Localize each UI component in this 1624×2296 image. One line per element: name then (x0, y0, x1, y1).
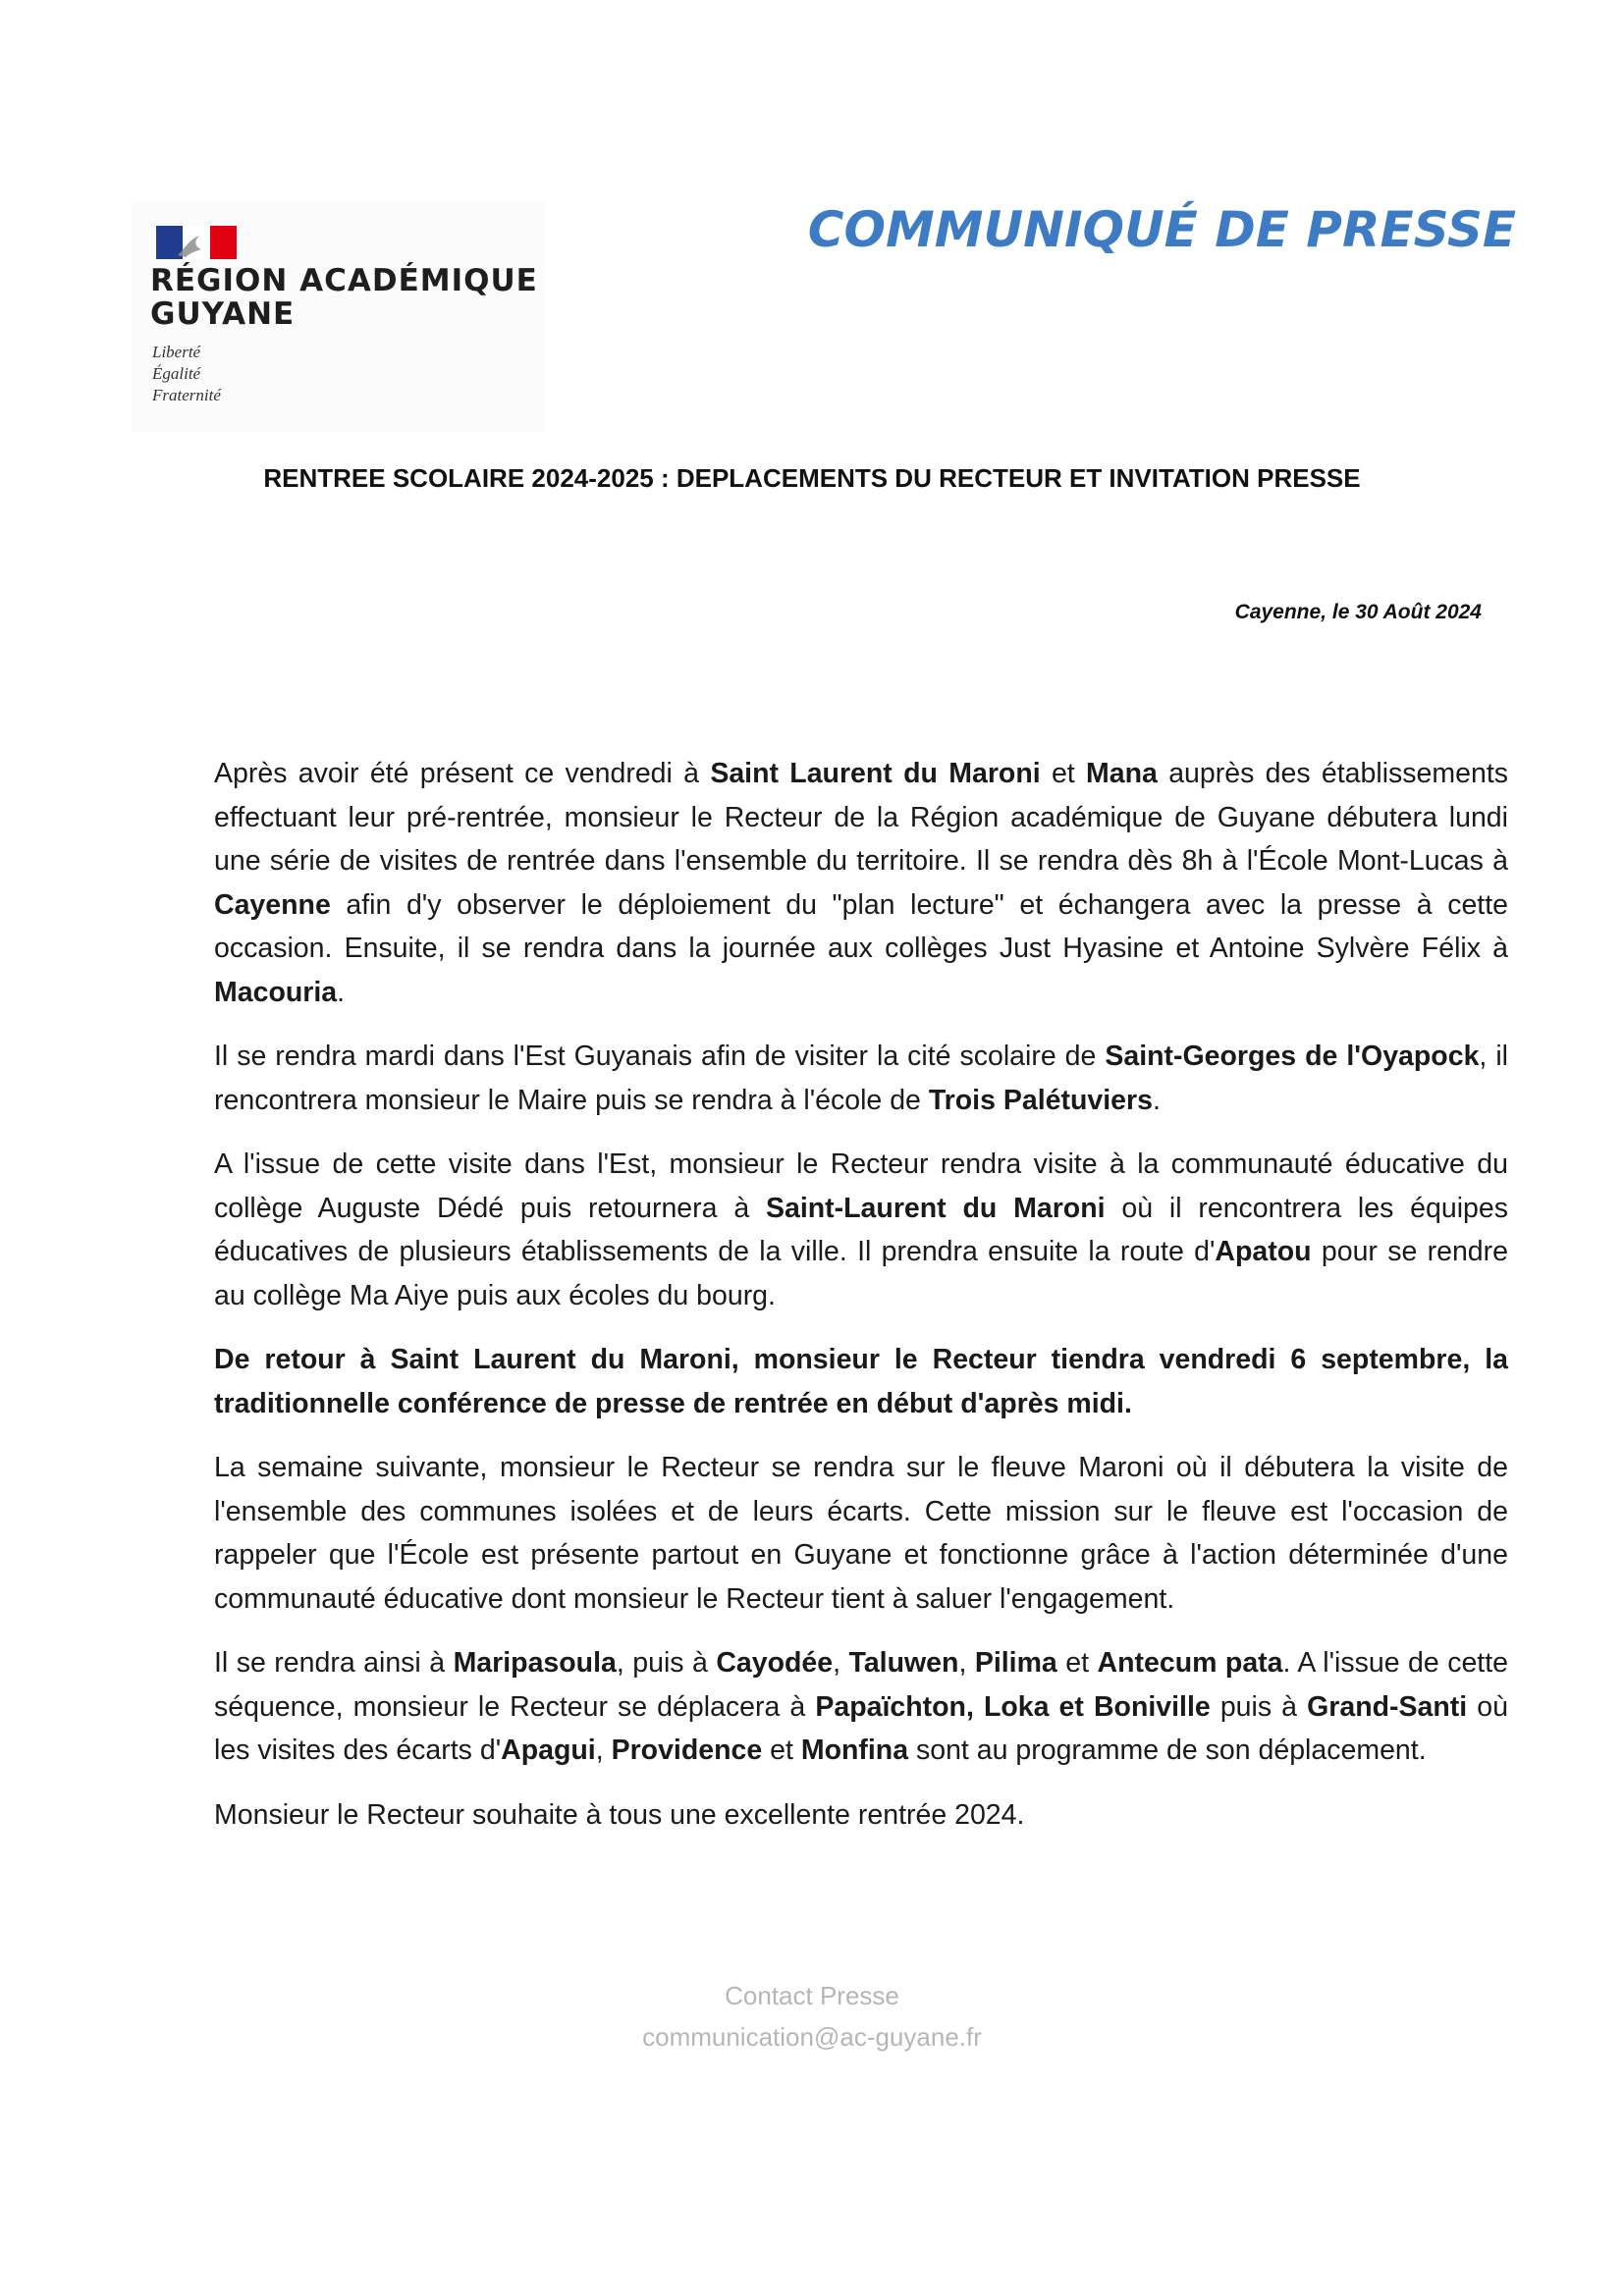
text-run: . A l'issue de cette séquence, monsieur le Recteur se déplacera à (214, 1647, 1508, 1723)
paragraph-3 (214, 1143, 1508, 1317)
paragraph-2 (214, 1035, 1508, 1122)
body-text (214, 752, 1508, 1857)
bold-run: Papaïchton, Loka et Boniville (815, 1690, 1211, 1723)
text-run: et (1040, 758, 1087, 789)
bold-run: Saint Laurent du Maroni (710, 758, 1041, 789)
bold-run: Grand-Santi (1307, 1690, 1468, 1723)
text-run: , (833, 1647, 849, 1679)
text-run: , (595, 1735, 612, 1766)
text-run: afin d'y observer le déploiement du "plan lecture" et échangera avec la presse à cette occasion. Ensuite, il se rendra dans la journée aux collèges Just Hyasine et Antoine Sylvère Félix à (214, 888, 1508, 964)
motto-fraternite: Fraternité (152, 386, 221, 404)
bold-run: Trois Palétuviers (928, 1084, 1153, 1116)
dateline: Cayenne, le 30 Août 2024 (1234, 601, 1482, 623)
bold-run: Monfina (800, 1735, 909, 1766)
region-academique-logo (133, 201, 545, 432)
press-contact (0, 1975, 1624, 2057)
text-run: , (958, 1647, 975, 1679)
text-run: et (1056, 1647, 1098, 1679)
bold-run: Mana (1086, 758, 1158, 789)
text-run: Il se rendra ainsi à (214, 1647, 454, 1679)
bold-run: Antecum pata (1097, 1647, 1283, 1679)
bold-run: Saint-Georges de l'Oyapock (1105, 1041, 1480, 1072)
motto-liberte: Liberté (152, 343, 201, 361)
bold-run: Cayodée (716, 1647, 834, 1679)
bold-run: Taluwen (848, 1647, 959, 1679)
paragraph-7 (214, 1793, 1508, 1838)
paragraph-6 (214, 1641, 1508, 1773)
text-run: sont au programme de son déplacement. (908, 1735, 1427, 1766)
text-run: auprès des établissements effectuant leur pré-rentrée, monsieur le Recteur de la Région académique de Guyane débutera lundi une série de visites de rentrée dans l'ensemble du territoire. Il se rendra dès 8h à l'École Mont-Lucas à (214, 758, 1509, 877)
text-run: pour se rendre au collège Ma Aiye puis aux écoles du bourg. (214, 1236, 1509, 1311)
text-run: Monsieur le Recteur souhaite à tous une excellente rentrée 2024. (214, 1798, 1025, 1831)
text-run: puis à (1210, 1690, 1308, 1723)
bold-run: Cayenne (214, 888, 331, 921)
paragraph-4 (214, 1338, 1508, 1425)
bold-run: Providence (611, 1735, 763, 1766)
document-title: COMMUNIQUÉ DE PRESSE (807, 201, 1516, 258)
text-run: où il rencontrera les équipes éducatives de plusieurs établissements de la ville. Il prendra ensuite la route d' (214, 1192, 1509, 1267)
text-run: La semaine suivante, monsieur le Recteur se rendra sur le fleuve Maroni où il débutera la visite de l'ensemble des communes isolées et de leurs écarts. Cette mission sur le fleuve est l'occasion de rappeler que l'École est présente partout en Guyane et fonctionne grâce à l'action déterminée d'une communauté éducative dont monsieur le Recteur tient à saluer l'engagement. (214, 1452, 1508, 1615)
contact-label: Contact Presse (725, 1981, 899, 2010)
motto-egalite: Égalité (152, 364, 201, 383)
text-run: où les visites des écarts d' (214, 1690, 1508, 1766)
text-run: et (762, 1735, 801, 1766)
marianne-flag-icon (156, 226, 237, 259)
bold-run: De retour à Saint Laurent du Maroni, monsieur le Recteur tiendra vendredi 6 septembre, la traditionnelle conférence de presse de rentrée en début d'après midi. (214, 1344, 1508, 1419)
bold-run: Apatou (1215, 1236, 1312, 1267)
text-run: . (337, 976, 346, 1008)
logo-line-guyane: GUYANE (150, 296, 296, 332)
text-run: , il rencontrera monsieur le Maire puis se rendra à l'école de (214, 1041, 1508, 1116)
headline: RENTREE SCOLAIRE 2024-2025 : DEPLACEMENTS DU RECTEUR ET INVITATION PRESSE (263, 463, 1361, 493)
text-run: A l'issue de cette visite dans l'Est, monsieur le Recteur rendra visite à la communauté éducative du collège Auguste Dédé puis retournera à (214, 1148, 1508, 1224)
contact-email: communication@ac-guyane.fr (642, 2022, 982, 2052)
bold-run: Pilima (974, 1647, 1057, 1679)
text-run: Il se rendra mardi dans l'Est Guyanais afin de visiter la cité scolaire de (214, 1041, 1106, 1072)
logo-line-region: RÉGION ACADÉMIQUE (150, 263, 538, 298)
bold-run: Saint-Laurent du Maroni (765, 1192, 1106, 1224)
text-run: , puis à (616, 1647, 717, 1679)
paragraph-5 (214, 1446, 1508, 1621)
paragraph-1 (214, 752, 1508, 1014)
bold-run: Macouria (214, 976, 338, 1008)
bold-run: Maripasoula (453, 1647, 617, 1679)
bold-run: Apagui (501, 1735, 596, 1766)
text-run: Après avoir été présent ce vendredi à (214, 758, 711, 789)
text-run: . (1152, 1084, 1161, 1116)
